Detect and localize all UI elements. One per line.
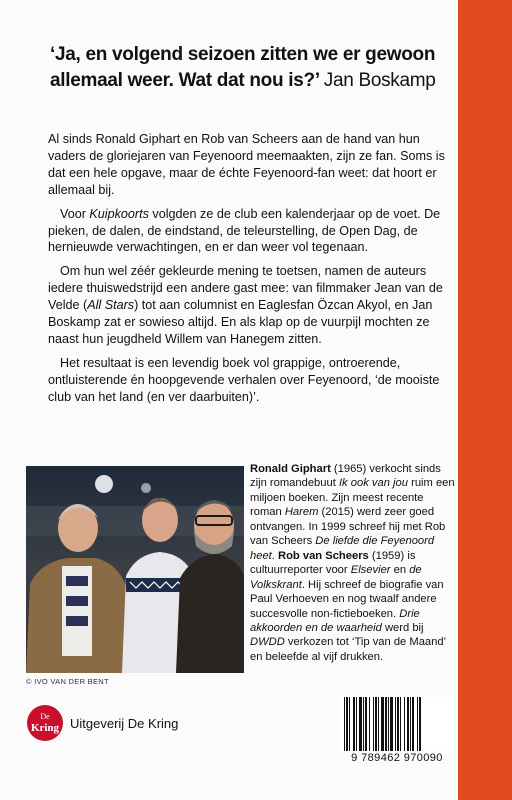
bio-book-title: Ik ook van jou: [338, 477, 408, 490]
blurb-p3-text-cont: ) tot aan columnist en Eaglesfan Özcan Akyol, en Jan Boskamp zat er sowieso altijd. En als klap op de vuurpijl mochten ze naast hun jeugdheld Willem van Hanegem zitten.: [48, 298, 433, 346]
quote-text: ‘Ja, en volgend seizoen zitten we er gewoon allemaal weer. Wat dat nou is?’: [50, 44, 436, 91]
bio-publication: Elsevier: [350, 564, 391, 577]
author-bio: [250, 462, 455, 664]
photo-credit: © IVO VAN DER BENT: [26, 677, 109, 686]
logo-text-top: De: [40, 712, 50, 721]
quote-author: Jan Boskamp: [323, 70, 436, 91]
bio-book-title: De liefde die Feyenoord heet: [250, 535, 435, 562]
logo-text-bottom: Kring: [30, 722, 60, 734]
blurb-paragraph-1: Al sinds Ronald Giphart en Rob van Scheers aan de hand van hun vaders de gloriejaren van Feyenoord meemaakten, zijn ze fan. Soms is dat een hele opgave, maar de échte Feyenoord-fan weet: dat hoort er allemaal bij.: [48, 132, 445, 197]
bio-text: (1959) is cultuurreporter voor: [250, 549, 416, 577]
blurb-p2-text: Voor: [60, 206, 90, 221]
author-photo: [26, 466, 244, 673]
bio-book-title: Harem: [284, 506, 319, 519]
author-photo-illustration: [26, 466, 244, 673]
bio-text: .: [271, 549, 278, 562]
publisher-name: Uitgeverij De Kring: [70, 716, 179, 731]
spine-stripe: [458, 0, 512, 800]
blurb-paragraph-4: Het resultaat is een levendig boek vol grappige, ontroerende, ontluisterende én hoopgevende verhalen over Feyenoord, ‘de mooiste club van het land (en ver daarbuiten)’.: [48, 355, 440, 404]
bio-text: en: [390, 564, 410, 577]
blurb-p3-text: Om hun wel zéér gekleurde mening te toetsen, namen de auteurs iedere thuiswedstrijd een andere gast mee: van filmmaker Jean van de Velde (: [48, 264, 443, 313]
publisher-logo: [26, 704, 64, 742]
author-name-2: Rob van Scheers: [278, 549, 369, 562]
barcode: [340, 697, 454, 751]
bio-text: . Hij schreef de biografie van Paul Verhoeven en nog twaalf andere succesvolle non-fictieboeken.: [250, 578, 444, 620]
bio-publication: de Volkskrant: [250, 564, 422, 591]
blurb-paragraph-3: [48, 263, 450, 348]
blurb-paragraph-2: [48, 206, 450, 257]
pull-quote: [50, 42, 450, 94]
bio-text: (1965) verkocht sinds zijn romandebuut: [250, 463, 441, 490]
blurb: [48, 131, 450, 413]
bio-text: verkozen tot ‘Tip van de Maand’ en beleefde al vijf drukken.: [250, 636, 446, 663]
bio-book-title: Drie akkoorden en de waarheid: [250, 607, 420, 634]
bio-text: (2015) werd zeer goed ontvangen. In 1999 schreef hij met Rob van Scheers: [250, 506, 446, 548]
book-title-emphasis: Kuipkoorts: [89, 206, 149, 221]
bio-tv-show: DWDD: [250, 636, 285, 649]
blurb-p2-text-cont: volgden ze de club een kalenderjaar op de voet. De pieken, de dalen, de eindstand, de teleurstelling, de Open Dag, de hernieuwde verwachtingen, en er dan weer vol tegenaan.: [48, 206, 441, 255]
isbn-number: 9 789462 970090: [351, 752, 443, 764]
film-title-emphasis: All Stars: [87, 298, 135, 313]
bio-text: werd bij: [381, 621, 424, 634]
author-name-1: Ronald Giphart: [250, 463, 331, 475]
bio-text: ruim een miljoen boeken. Zijn meest recente roman: [250, 477, 455, 519]
